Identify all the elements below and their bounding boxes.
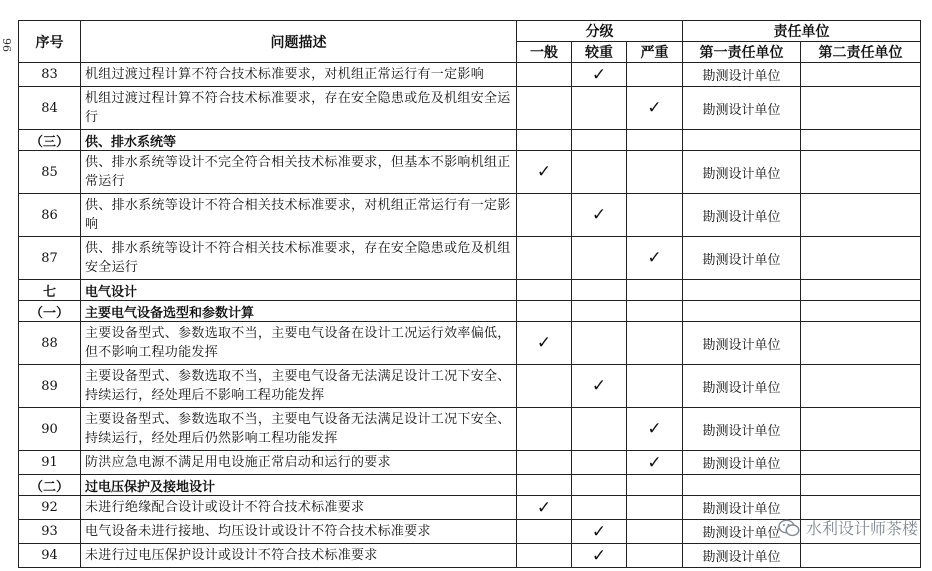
empty-cell	[517, 280, 572, 301]
grade-general-cell	[517, 151, 572, 194]
check-mark-icon: ✓	[591, 205, 607, 225]
grade-severe-cell	[627, 520, 683, 544]
row-seq: 90	[19, 408, 81, 451]
first-responsible-unit: 勘测设计单位	[683, 194, 801, 237]
grade-general-cell	[517, 194, 572, 237]
second-responsible-unit	[801, 151, 921, 194]
section-seq: （二）	[19, 475, 81, 496]
grade-moderate-cell	[572, 322, 627, 365]
empty-cell	[627, 475, 683, 496]
empty-cell	[627, 280, 683, 301]
section-row	[19, 301, 921, 322]
first-responsible-unit: 勘测设计单位	[683, 520, 801, 544]
check-mark-icon: ✓	[647, 452, 662, 473]
grade-moderate-cell	[572, 63, 627, 87]
first-responsible-unit: 勘测设计单位	[683, 451, 801, 475]
check-mark-icon: ✓	[647, 419, 662, 439]
watermark	[778, 516, 918, 539]
first-responsible-unit: 勘测设计单位	[683, 322, 801, 365]
check-mark-icon: ✓	[536, 333, 552, 353]
section-row	[19, 280, 921, 301]
grade-moderate-cell	[572, 408, 627, 451]
section-seq: （一）	[19, 301, 81, 322]
empty-cell	[683, 301, 801, 322]
empty-cell	[801, 280, 921, 301]
empty-cell	[627, 301, 683, 322]
grade-general-cell	[517, 451, 572, 475]
grade-general-cell	[517, 63, 572, 87]
second-responsible-unit	[801, 237, 921, 280]
empty-cell	[683, 475, 801, 496]
empty-cell	[517, 130, 572, 151]
grade-severe-cell	[627, 194, 683, 237]
section-title: 过电压保护及接地设计	[81, 475, 517, 496]
grade-general-cell	[517, 365, 572, 408]
second-responsible-unit	[801, 451, 921, 475]
second-responsible-unit	[801, 365, 921, 408]
row-seq: 85	[19, 151, 81, 194]
header-resp: 责任单位	[683, 21, 921, 42]
empty-cell	[572, 130, 627, 151]
header-resp-second: 第二责任单位	[801, 42, 921, 63]
first-responsible-unit: 勘测设计单位	[683, 544, 801, 568]
check-mark-icon: ✓	[536, 162, 552, 182]
grade-severe-cell	[627, 451, 683, 475]
section-title: 主要电气设备选型和参数计算	[81, 301, 517, 322]
table-row	[19, 544, 921, 568]
grade-general-cell	[517, 87, 572, 130]
row-description: 未进行绝缘配合设计或设计不符合技术标准要求	[81, 496, 517, 520]
grade-moderate-cell	[572, 194, 627, 237]
first-responsible-unit: 勘测设计单位	[683, 365, 801, 408]
grade-moderate-cell	[572, 451, 627, 475]
check-mark-icon: ✓	[647, 98, 662, 118]
empty-cell	[627, 130, 683, 151]
table-row	[19, 322, 921, 365]
grade-general-cell	[517, 408, 572, 451]
table-row	[19, 237, 921, 280]
row-seq: 91	[19, 451, 81, 475]
row-seq: 89	[19, 365, 81, 408]
grade-moderate-cell	[572, 87, 627, 130]
row-seq: 93	[19, 520, 81, 544]
table-row	[19, 365, 921, 408]
first-responsible-unit: 勘测设计单位	[683, 151, 801, 194]
header-grade-general: 一般	[517, 42, 572, 63]
second-responsible-unit	[801, 322, 921, 365]
empty-cell	[683, 280, 801, 301]
table-row	[19, 408, 921, 451]
row-seq: 86	[19, 194, 81, 237]
empty-cell	[683, 130, 801, 151]
second-responsible-unit	[801, 63, 921, 87]
page-number: 96	[0, 38, 13, 52]
section-title: 供、排水系统等	[81, 130, 517, 151]
second-responsible-unit	[801, 194, 921, 237]
row-description: 防洪应急电源不满足用电设施正常启动和运行的要求	[81, 451, 517, 475]
header-grade-moderate: 较重	[572, 42, 627, 63]
empty-cell	[572, 475, 627, 496]
section-row	[19, 475, 921, 496]
second-responsible-unit	[801, 87, 921, 130]
check-mark-icon: ✓	[647, 248, 662, 268]
row-description: 机组过渡过程计算不符合技术标准要求，对机组正常运行有一定影响	[81, 63, 517, 87]
row-description: 供、排水系统等设计不符合相关技术标准要求，存在安全隐患或危及机组安全运行	[81, 237, 517, 280]
check-mark-icon: ✓	[591, 376, 607, 396]
row-description: 主要设备型式、参数选取不当，主要电气设备无法满足设计工况下安全、持续运行，经处理后不影响工程功能发挥	[81, 365, 517, 408]
grade-moderate-cell	[572, 520, 627, 544]
row-seq: 84	[19, 87, 81, 130]
row-seq: 94	[19, 544, 81, 568]
header-grade: 分级	[517, 21, 683, 42]
row-description: 电气设备未进行接地、均压设计或设计不符合技术标准要求	[81, 520, 517, 544]
empty-cell	[801, 130, 921, 151]
empty-cell	[801, 475, 921, 496]
grade-general-cell	[517, 496, 572, 520]
section-title: 电气设计	[81, 280, 517, 301]
row-description: 机组过渡过程计算不符合技术标准要求，存在安全隐患或危及机组安全运行	[81, 87, 517, 130]
first-responsible-unit: 勘测设计单位	[683, 408, 801, 451]
header-desc: 问题描述	[81, 21, 517, 63]
row-description: 主要设备型式、参数选取不当，主要电气设备无法满足设计工况下安全、持续运行，经处理后仍然影响工程功能发挥	[81, 408, 517, 451]
check-mark-icon: ✓	[591, 521, 607, 542]
row-description: 未进行过电压保护设计或设计不符合技术标准要求	[81, 544, 517, 568]
grade-moderate-cell	[572, 496, 627, 520]
grade-severe-cell	[627, 237, 683, 280]
section-row	[19, 130, 921, 151]
grade-severe-cell	[627, 365, 683, 408]
grade-severe-cell	[627, 63, 683, 87]
table-row	[19, 451, 921, 475]
grade-severe-cell	[627, 496, 683, 520]
header-resp-first: 第一责任单位	[683, 42, 801, 63]
check-mark-icon: ✓	[591, 545, 607, 566]
table-row	[19, 63, 921, 87]
row-description: 供、排水系统等设计不符合相关技术标准要求，对机组正常运行有一定影响	[81, 194, 517, 237]
table-row	[19, 151, 921, 194]
header-grade-severe: 严重	[627, 42, 683, 63]
row-seq: 88	[19, 322, 81, 365]
grade-moderate-cell	[572, 544, 627, 568]
table-body	[19, 63, 921, 568]
row-description: 供、排水系统等设计不完全符合相关技术标准要求，但基本不影响机组正常运行	[81, 151, 517, 194]
section-seq: 七	[19, 280, 81, 301]
header-seq: 序号	[19, 21, 81, 63]
row-description: 主要设备型式、参数选取不当，主要电气设备在设计工况运行效率偏低，但不影响工程功能发挥	[81, 322, 517, 365]
table-row	[19, 87, 921, 130]
first-responsible-unit: 勘测设计单位	[683, 237, 801, 280]
empty-cell	[572, 280, 627, 301]
section-seq: （三）	[19, 130, 81, 151]
grade-moderate-cell	[572, 151, 627, 194]
first-responsible-unit: 勘测设计单位	[683, 63, 801, 87]
grade-general-cell	[517, 322, 572, 365]
issue-grading-table	[18, 20, 921, 568]
row-seq: 83	[19, 63, 81, 87]
second-responsible-unit	[801, 544, 921, 568]
grade-severe-cell	[627, 87, 683, 130]
row-seq: 92	[19, 496, 81, 520]
empty-cell	[801, 301, 921, 322]
check-mark-icon: ✓	[591, 64, 607, 85]
first-responsible-unit: 勘测设计单位	[683, 87, 801, 130]
watermark-text: 水利设计师茶楼	[805, 519, 918, 538]
grade-moderate-cell	[572, 237, 627, 280]
grade-severe-cell	[627, 544, 683, 568]
grade-severe-cell	[627, 408, 683, 451]
grade-general-cell	[517, 237, 572, 280]
empty-cell	[517, 475, 572, 496]
second-responsible-unit	[801, 408, 921, 451]
first-responsible-unit: 勘测设计单位	[683, 496, 801, 520]
grade-moderate-cell	[572, 365, 627, 408]
empty-cell	[517, 301, 572, 322]
grade-severe-cell	[627, 151, 683, 194]
grade-general-cell	[517, 544, 572, 568]
empty-cell	[572, 301, 627, 322]
grade-severe-cell	[627, 322, 683, 365]
check-mark-icon: ✓	[536, 497, 552, 518]
table-row	[19, 194, 921, 237]
wechat-icon	[778, 519, 800, 537]
grade-general-cell	[517, 520, 572, 544]
row-seq: 87	[19, 237, 81, 280]
